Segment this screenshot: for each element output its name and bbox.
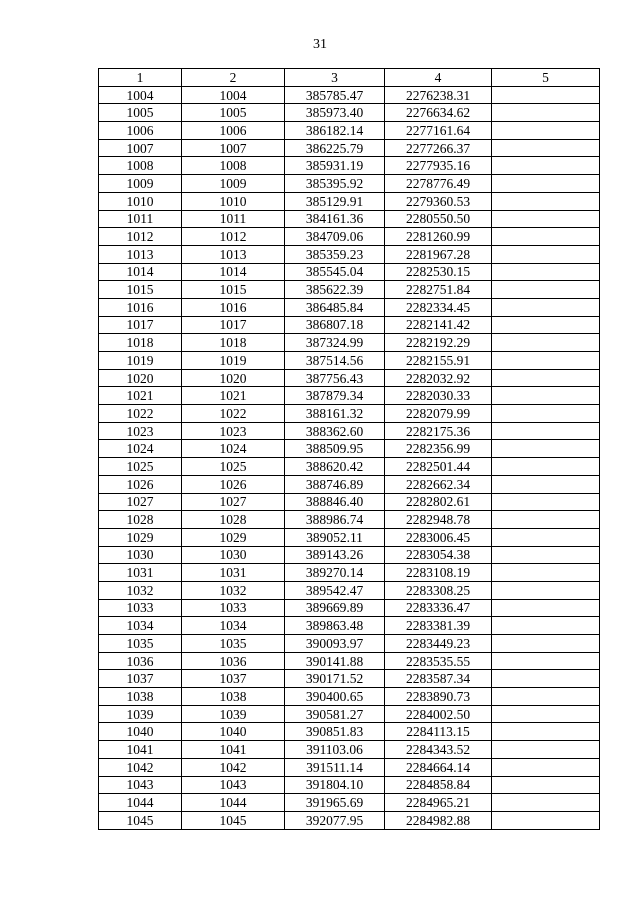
cell-x: 388509.95 [285, 440, 385, 458]
table-row [99, 192, 600, 210]
cell-note [492, 723, 600, 741]
cell-y: 2277935.16 [385, 157, 492, 175]
table-body [99, 86, 600, 829]
cell-id: 1038 [99, 688, 182, 706]
cell-point: 1006 [182, 122, 285, 140]
cell-note [492, 528, 600, 546]
cell-note [492, 334, 600, 352]
cell-note [492, 581, 600, 599]
cell-point: 1041 [182, 741, 285, 759]
cell-note [492, 352, 600, 370]
cell-y: 2279360.53 [385, 192, 492, 210]
table-row [99, 86, 600, 104]
cell-x: 391511.14 [285, 758, 385, 776]
cell-id: 1037 [99, 670, 182, 688]
table-row [99, 334, 600, 352]
table-row [99, 422, 600, 440]
cell-y: 2282079.99 [385, 405, 492, 423]
cell-id: 1020 [99, 369, 182, 387]
cell-point: 1005 [182, 104, 285, 122]
cell-id: 1040 [99, 723, 182, 741]
cell-x: 386182.14 [285, 122, 385, 140]
table-row [99, 175, 600, 193]
cell-x: 388620.42 [285, 458, 385, 476]
cell-point: 1022 [182, 405, 285, 423]
cell-x: 390581.27 [285, 705, 385, 723]
cell-id: 1042 [99, 758, 182, 776]
cell-id: 1009 [99, 175, 182, 193]
cell-point: 1015 [182, 281, 285, 299]
cell-x: 385785.47 [285, 86, 385, 104]
cell-point: 1024 [182, 440, 285, 458]
cell-note [492, 369, 600, 387]
cell-y: 2278776.49 [385, 175, 492, 193]
cell-y: 2284002.50 [385, 705, 492, 723]
cell-y: 2282530.15 [385, 263, 492, 281]
cell-id: 1043 [99, 776, 182, 794]
cell-y: 2281967.28 [385, 245, 492, 263]
cell-note [492, 192, 600, 210]
cell-note [492, 705, 600, 723]
page-number: 31 [313, 37, 327, 52]
cell-id: 1045 [99, 811, 182, 829]
cell-id: 1023 [99, 422, 182, 440]
cell-y: 2284858.84 [385, 776, 492, 794]
table-row [99, 139, 600, 157]
cell-id: 1014 [99, 263, 182, 281]
cell-point: 1045 [182, 811, 285, 829]
cell-point: 1034 [182, 617, 285, 635]
cell-y: 2282334.45 [385, 298, 492, 316]
cell-id: 1005 [99, 104, 182, 122]
cell-note [492, 546, 600, 564]
cell-y: 2277161.64 [385, 122, 492, 140]
cell-note [492, 652, 600, 670]
table-row [99, 723, 600, 741]
cell-point: 1030 [182, 546, 285, 564]
cell-y: 2282032.92 [385, 369, 492, 387]
cell-y: 2281260.99 [385, 228, 492, 246]
cell-id: 1013 [99, 245, 182, 263]
cell-point: 1026 [182, 475, 285, 493]
cell-note [492, 86, 600, 104]
cell-x: 387324.99 [285, 334, 385, 352]
cell-y: 2280550.50 [385, 210, 492, 228]
cell-point: 1029 [182, 528, 285, 546]
cell-y: 2282155.91 [385, 352, 492, 370]
cell-id: 1010 [99, 192, 182, 210]
table-row [99, 599, 600, 617]
table-row [99, 635, 600, 653]
table-row [99, 811, 600, 829]
table-row [99, 387, 600, 405]
cell-note [492, 387, 600, 405]
cell-note [492, 811, 600, 829]
cell-x: 386225.79 [285, 139, 385, 157]
cell-note [492, 511, 600, 529]
cell-y: 2283336.47 [385, 599, 492, 617]
column-header-4: 4 [385, 69, 492, 87]
cell-point: 1020 [182, 369, 285, 387]
cell-point: 1043 [182, 776, 285, 794]
cell-x: 390093.97 [285, 635, 385, 653]
cell-point: 1044 [182, 794, 285, 812]
cell-x: 389542.47 [285, 581, 385, 599]
cell-x: 389669.89 [285, 599, 385, 617]
cell-id: 1039 [99, 705, 182, 723]
cell-id: 1021 [99, 387, 182, 405]
cell-y: 2282141.42 [385, 316, 492, 334]
cell-y: 2282175.36 [385, 422, 492, 440]
cell-id: 1019 [99, 352, 182, 370]
cell-x: 389270.14 [285, 564, 385, 582]
cell-note [492, 263, 600, 281]
cell-y: 2283006.45 [385, 528, 492, 546]
cell-id: 1008 [99, 157, 182, 175]
table-row [99, 546, 600, 564]
cell-y: 2283054.38 [385, 546, 492, 564]
cell-note [492, 281, 600, 299]
cell-point: 1038 [182, 688, 285, 706]
cell-y: 2282501.44 [385, 458, 492, 476]
cell-y: 2284664.14 [385, 758, 492, 776]
cell-id: 1024 [99, 440, 182, 458]
table-row [99, 794, 600, 812]
cell-y: 2284343.52 [385, 741, 492, 759]
cell-y: 2282030.33 [385, 387, 492, 405]
cell-note [492, 741, 600, 759]
table-row [99, 104, 600, 122]
cell-point: 1035 [182, 635, 285, 653]
cell-id: 1025 [99, 458, 182, 476]
cell-point: 1040 [182, 723, 285, 741]
cell-point: 1007 [182, 139, 285, 157]
table-row [99, 210, 600, 228]
table-row [99, 688, 600, 706]
cell-id: 1034 [99, 617, 182, 635]
cell-id: 1044 [99, 794, 182, 812]
table-row [99, 352, 600, 370]
table-row [99, 122, 600, 140]
table-row [99, 776, 600, 794]
table-row [99, 758, 600, 776]
cell-y: 2283308.25 [385, 581, 492, 599]
cell-x: 388846.40 [285, 493, 385, 511]
cell-x: 387879.34 [285, 387, 385, 405]
cell-x: 385931.19 [285, 157, 385, 175]
cell-id: 1011 [99, 210, 182, 228]
cell-x: 385129.91 [285, 192, 385, 210]
table-row [99, 705, 600, 723]
cell-x: 391965.69 [285, 794, 385, 812]
table-row [99, 298, 600, 316]
cell-id: 1016 [99, 298, 182, 316]
table-row [99, 440, 600, 458]
cell-id: 1033 [99, 599, 182, 617]
cell-x: 391103.06 [285, 741, 385, 759]
cell-id: 1041 [99, 741, 182, 759]
table-row [99, 581, 600, 599]
cell-note [492, 617, 600, 635]
cell-id: 1012 [99, 228, 182, 246]
table-row [99, 564, 600, 582]
cell-point: 1027 [182, 493, 285, 511]
table-header-row [99, 69, 600, 87]
cell-x: 385359.23 [285, 245, 385, 263]
cell-x: 385973.40 [285, 104, 385, 122]
table-row [99, 528, 600, 546]
table-row [99, 281, 600, 299]
cell-y: 2284982.88 [385, 811, 492, 829]
cell-x: 387514.56 [285, 352, 385, 370]
cell-note [492, 139, 600, 157]
cell-y: 2283449.23 [385, 635, 492, 653]
table-row [99, 458, 600, 476]
cell-point: 1036 [182, 652, 285, 670]
cell-y: 2283890.73 [385, 688, 492, 706]
cell-point: 1011 [182, 210, 285, 228]
cell-point: 1031 [182, 564, 285, 582]
cell-note [492, 210, 600, 228]
cell-x: 386807.18 [285, 316, 385, 334]
cell-id: 1035 [99, 635, 182, 653]
column-header-1: 1 [99, 69, 182, 87]
cell-note [492, 405, 600, 423]
column-header-5: 5 [492, 69, 600, 87]
cell-note [492, 458, 600, 476]
cell-id: 1018 [99, 334, 182, 352]
cell-y: 2283108.19 [385, 564, 492, 582]
table-row [99, 652, 600, 670]
cell-x: 388746.89 [285, 475, 385, 493]
cell-point: 1033 [182, 599, 285, 617]
cell-point: 1037 [182, 670, 285, 688]
cell-point: 1039 [182, 705, 285, 723]
cell-point: 1021 [182, 387, 285, 405]
cell-y: 2283587.34 [385, 670, 492, 688]
cell-id: 1036 [99, 652, 182, 670]
cell-y: 2282356.99 [385, 440, 492, 458]
cell-x: 391804.10 [285, 776, 385, 794]
cell-y: 2282948.78 [385, 511, 492, 529]
column-header-2: 2 [182, 69, 285, 87]
cell-x: 385622.39 [285, 281, 385, 299]
table-row [99, 670, 600, 688]
cell-x: 388986.74 [285, 511, 385, 529]
table-row [99, 511, 600, 529]
cell-id: 1017 [99, 316, 182, 334]
cell-y: 2277266.37 [385, 139, 492, 157]
cell-note [492, 564, 600, 582]
cell-x: 386485.84 [285, 298, 385, 316]
cell-note [492, 228, 600, 246]
cell-note [492, 493, 600, 511]
cell-point: 1028 [182, 511, 285, 529]
cell-id: 1007 [99, 139, 182, 157]
table-row [99, 493, 600, 511]
cell-point: 1008 [182, 157, 285, 175]
cell-note [492, 758, 600, 776]
cell-point: 1012 [182, 228, 285, 246]
cell-note [492, 670, 600, 688]
cell-y: 2276634.62 [385, 104, 492, 122]
cell-y: 2282662.34 [385, 475, 492, 493]
table-row [99, 369, 600, 387]
cell-note [492, 422, 600, 440]
table-row [99, 157, 600, 175]
cell-point: 1018 [182, 334, 285, 352]
cell-x: 389052.11 [285, 528, 385, 546]
cell-note [492, 688, 600, 706]
cell-note [492, 122, 600, 140]
cell-point: 1014 [182, 263, 285, 281]
cell-y: 2283381.39 [385, 617, 492, 635]
cell-id: 1027 [99, 493, 182, 511]
cell-point: 1009 [182, 175, 285, 193]
cell-y: 2282802.61 [385, 493, 492, 511]
cell-id: 1022 [99, 405, 182, 423]
cell-point: 1025 [182, 458, 285, 476]
cell-x: 385395.92 [285, 175, 385, 193]
coordinates-table [98, 68, 600, 830]
cell-note [492, 635, 600, 653]
cell-y: 2284965.21 [385, 794, 492, 812]
cell-point: 1013 [182, 245, 285, 263]
table-row [99, 316, 600, 334]
table-row [99, 475, 600, 493]
cell-id: 1004 [99, 86, 182, 104]
cell-note [492, 104, 600, 122]
cell-note [492, 475, 600, 493]
cell-x: 387756.43 [285, 369, 385, 387]
cell-y: 2282751.84 [385, 281, 492, 299]
cell-note [492, 175, 600, 193]
cell-point: 1010 [182, 192, 285, 210]
cell-note [492, 157, 600, 175]
cell-id: 1026 [99, 475, 182, 493]
table-row [99, 617, 600, 635]
cell-point: 1042 [182, 758, 285, 776]
cell-x: 388161.32 [285, 405, 385, 423]
cell-x: 390141.88 [285, 652, 385, 670]
cell-id: 1030 [99, 546, 182, 564]
cell-note [492, 599, 600, 617]
cell-y: 2282192.29 [385, 334, 492, 352]
cell-y: 2283535.55 [385, 652, 492, 670]
table-row [99, 741, 600, 759]
cell-note [492, 298, 600, 316]
cell-point: 1017 [182, 316, 285, 334]
cell-x: 384161.36 [285, 210, 385, 228]
cell-x: 389143.26 [285, 546, 385, 564]
cell-id: 1015 [99, 281, 182, 299]
cell-x: 385545.04 [285, 263, 385, 281]
cell-point: 1016 [182, 298, 285, 316]
column-header-3: 3 [285, 69, 385, 87]
cell-id: 1032 [99, 581, 182, 599]
cell-x: 390400.65 [285, 688, 385, 706]
cell-note [492, 776, 600, 794]
cell-x: 392077.95 [285, 811, 385, 829]
cell-y: 2284113.15 [385, 723, 492, 741]
cell-point: 1019 [182, 352, 285, 370]
table-row [99, 245, 600, 263]
cell-x: 389863.48 [285, 617, 385, 635]
cell-x: 388362.60 [285, 422, 385, 440]
cell-point: 1023 [182, 422, 285, 440]
cell-note [492, 794, 600, 812]
cell-point: 1032 [182, 581, 285, 599]
cell-x: 384709.06 [285, 228, 385, 246]
table-row [99, 228, 600, 246]
cell-note [492, 316, 600, 334]
cell-x: 390171.52 [285, 670, 385, 688]
table-row [99, 263, 600, 281]
cell-x: 390851.83 [285, 723, 385, 741]
table-row [99, 405, 600, 423]
cell-y: 2276238.31 [385, 86, 492, 104]
cell-note [492, 440, 600, 458]
cell-note [492, 245, 600, 263]
cell-id: 1028 [99, 511, 182, 529]
cell-point: 1004 [182, 86, 285, 104]
cell-id: 1031 [99, 564, 182, 582]
cell-id: 1006 [99, 122, 182, 140]
cell-id: 1029 [99, 528, 182, 546]
